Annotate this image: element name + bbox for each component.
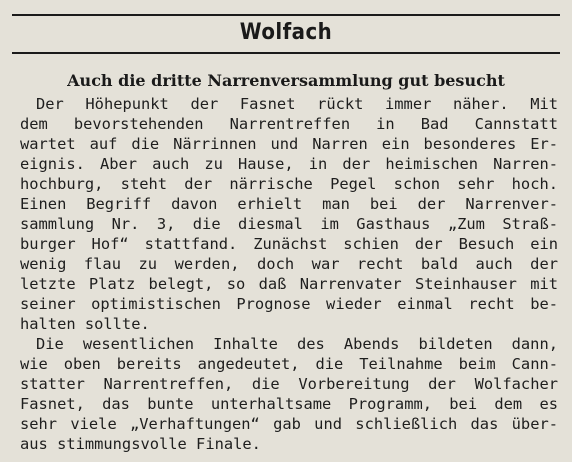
text-line: Der Höhepunkt der Fasnet rückt immer näher. Mit [36,95,558,113]
text-line: sehr viele „Verhaftungen“ gab und schließlich das über- [20,415,558,433]
top-rule [12,14,560,16]
text-line: sammlung Nr. 3, die diesmal im Gasthaus „Zum Straß- [20,215,558,233]
text-line: Die wesentlichen Inhalte des Abends bildeten dann, [36,335,558,353]
text-line: seiner optimistischen Prognose wieder einmal recht be- [20,295,558,313]
paragraph-2 [20,334,558,454]
text-line: wenig flau zu werden, doch war recht bald auch der [20,255,558,273]
text-line: hochburg, steht der närrische Pegel schon sehr hoch. [20,175,558,193]
text-line: statter Narrentreffen, die Vorbereitung der Wolfacher [20,375,558,393]
text-line: burger Hof“ stattfand. Zunächst schien der Besuch ein [20,235,558,253]
text-line: eignis. Aber auch zu Hause, in der heimischen Narren- [20,155,558,173]
text-line: wartet auf die Närrinnen und Narren ein besonderes Er- [20,135,558,153]
paragraph-1 [20,94,558,334]
text-line: letzte Platz belegt, so daß Narrenvater Steinhauser mit [20,275,558,293]
article-body [20,94,558,454]
text-line: dem bevorstehenden Narrentreffen in Bad Cannstatt [20,115,558,133]
text-line: Einen Begriff davon erhielt man bei der Narrenver- [20,195,558,213]
text-line: aus stimmungsvolle Finale. [20,435,261,453]
text-line: wie oben bereits angedeutet, die Teilnahme beim Cann- [20,355,558,373]
text-line: Fasnet, das bunte unterhaltsame Programm, bei dem es [20,395,558,413]
section-title: Wolfach [239,20,333,45]
text-line: halten sollte. [20,315,150,333]
bottom-rule [12,52,560,54]
article-headline: Auch die dritte Narrenversammlung gut besucht [67,71,505,90]
